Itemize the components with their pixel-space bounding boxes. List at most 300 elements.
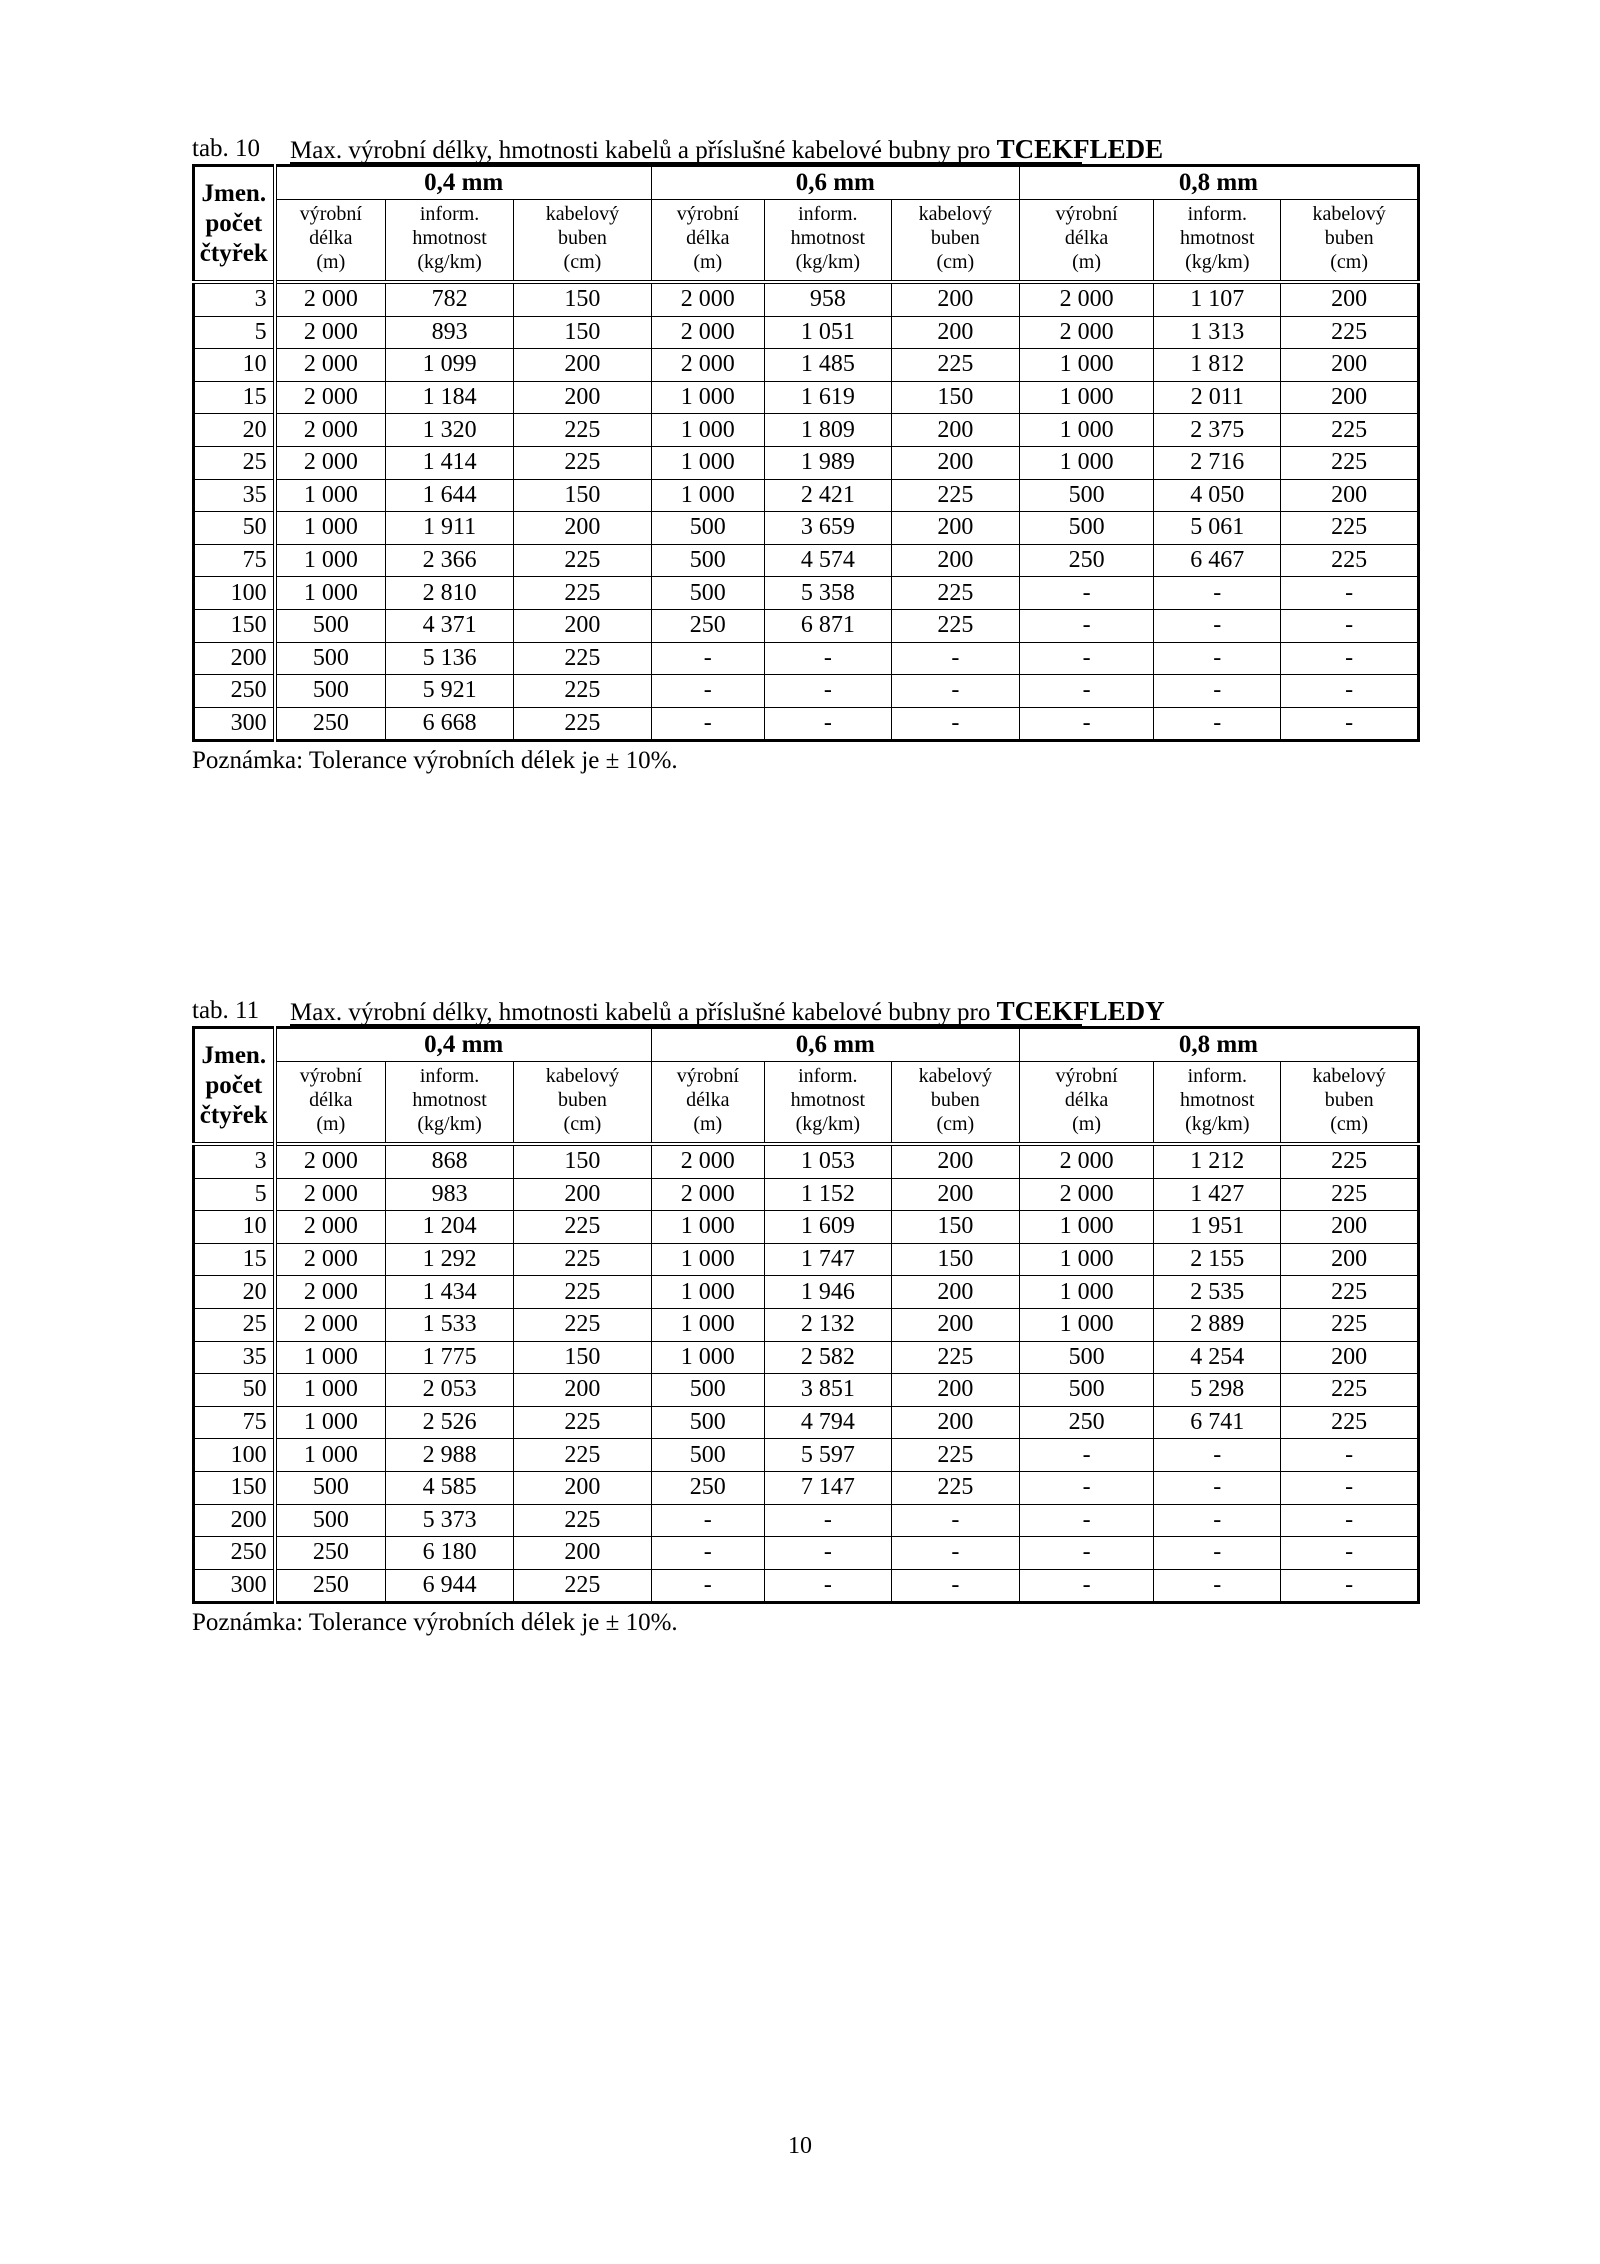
table-cell: 225 xyxy=(514,675,652,708)
table-cell: 2 000 xyxy=(275,381,386,414)
table-cell: - xyxy=(1281,1471,1419,1504)
table-cell: 5 921 xyxy=(386,675,514,708)
table-cell: 2 716 xyxy=(1154,446,1281,479)
table-cell: 2 000 xyxy=(275,414,386,447)
subheader-line: (m) xyxy=(693,251,723,273)
table-cell: 2 366 xyxy=(386,544,514,577)
subheader-line: buben xyxy=(557,227,607,249)
table-cell: 1 000 xyxy=(651,414,764,447)
table-cell: 868 xyxy=(386,1144,514,1178)
table-cell: 500 xyxy=(651,1439,764,1472)
row-header-cell: 25 xyxy=(194,446,275,479)
table-row xyxy=(194,609,1419,642)
header-row-groups xyxy=(194,1028,1419,1062)
table-cell: 200 xyxy=(1281,1211,1419,1244)
table-cell: - xyxy=(764,1569,891,1603)
table-cell: 1 000 xyxy=(651,446,764,479)
row-header-cell: 20 xyxy=(194,414,275,447)
row-header-cell: 15 xyxy=(194,381,275,414)
table-cell: - xyxy=(1019,1439,1153,1472)
row-header-cell: 75 xyxy=(194,544,275,577)
table-cell: 225 xyxy=(1281,446,1419,479)
table-row xyxy=(194,414,1419,447)
subheader-line: hmotnost xyxy=(1180,227,1255,249)
table-cell: 250 xyxy=(651,609,764,642)
table-row xyxy=(194,282,1419,316)
row-header-cell: 150 xyxy=(194,609,275,642)
table-cell: - xyxy=(1154,1569,1281,1603)
row-header-cell: 300 xyxy=(194,1569,275,1603)
table-cell: 1 434 xyxy=(386,1276,514,1309)
table-cell: 2 155 xyxy=(1154,1243,1281,1276)
subheader-line: buben xyxy=(930,227,980,249)
table-cell: 200 xyxy=(514,1471,652,1504)
table-cell: 225 xyxy=(891,1439,1019,1472)
subheader-cell xyxy=(386,200,514,283)
table-cell: 200 xyxy=(514,349,652,382)
subheader-line: (kg/km) xyxy=(795,1113,861,1135)
subheader-cell xyxy=(651,1062,764,1145)
table-cell: - xyxy=(651,642,764,675)
table-cell: 250 xyxy=(651,1471,764,1504)
table-cell: 1 747 xyxy=(764,1243,891,1276)
subheader-line: (kg/km) xyxy=(795,251,861,273)
subheader-line: výrobní xyxy=(299,1065,362,1087)
table-cell: 150 xyxy=(891,1211,1019,1244)
table-cell: - xyxy=(1281,642,1419,675)
table-cell: 2 011 xyxy=(1154,381,1281,414)
table-cell: 1 184 xyxy=(386,381,514,414)
subheader-line: (m) xyxy=(1072,251,1102,273)
subheader-line: (cm) xyxy=(936,251,975,273)
table-cell: - xyxy=(1019,707,1153,741)
table-cell: 200 xyxy=(891,544,1019,577)
table-cell: - xyxy=(1281,1537,1419,1570)
table-cell: 225 xyxy=(891,609,1019,642)
table-cell: - xyxy=(651,707,764,741)
table-cell: 1 000 xyxy=(651,1243,764,1276)
subheader-line: buben xyxy=(1324,1089,1374,1111)
table-cell: 1 000 xyxy=(275,479,386,512)
subheader-line: inform. xyxy=(419,203,480,225)
table-cell: 2 000 xyxy=(275,1144,386,1178)
table-cell: 1 000 xyxy=(651,381,764,414)
subheader-line: výrobní xyxy=(1055,203,1118,225)
table-cell: 1 000 xyxy=(1019,381,1153,414)
table-cell: 983 xyxy=(386,1178,514,1211)
group-header: 0,8 mm xyxy=(1019,166,1418,200)
table-cell: 1 000 xyxy=(275,577,386,610)
table-cell: 6 741 xyxy=(1154,1406,1281,1439)
table-cell: - xyxy=(764,707,891,741)
row-header-cell: 50 xyxy=(194,1374,275,1407)
table-cell: 225 xyxy=(1281,316,1419,349)
row-header-cell: 50 xyxy=(194,512,275,545)
subheader-cell xyxy=(275,200,386,283)
subheader-line: kabelový xyxy=(545,1065,620,1087)
table-cell: 200 xyxy=(891,1406,1019,1439)
row-header-cell: 20 xyxy=(194,1276,275,1309)
table-cell: 1 000 xyxy=(651,1211,764,1244)
table-row xyxy=(194,1243,1419,1276)
table-cell: 782 xyxy=(386,282,514,316)
table-cell: - xyxy=(651,1504,764,1537)
table-cell: 225 xyxy=(1281,414,1419,447)
table-cell: 225 xyxy=(514,414,652,447)
table-cell: 200 xyxy=(514,381,652,414)
table-cell: 6 467 xyxy=(1154,544,1281,577)
subheader-line: buben xyxy=(557,1089,607,1111)
table-cell: 1 152 xyxy=(764,1178,891,1211)
table-title-text: Max. výrobní délky, hmotnosti kabelů a příslušné kabelové bubny pro xyxy=(290,137,991,164)
table-cell: 225 xyxy=(514,1406,652,1439)
table-cell: 200 xyxy=(891,414,1019,447)
corner-header-line: Jmen. xyxy=(201,1041,267,1069)
table-cell: 2 132 xyxy=(764,1308,891,1341)
subheader-line: (m) xyxy=(316,251,346,273)
table-cell: 225 xyxy=(891,1341,1019,1374)
table-cell: 1 313 xyxy=(1154,316,1281,349)
table-cell: 2 000 xyxy=(651,349,764,382)
row-header-cell: 3 xyxy=(194,1144,275,1178)
table-row xyxy=(194,512,1419,545)
subheader-line: kabelový xyxy=(1312,1065,1386,1087)
subheader-line: délka xyxy=(309,1089,353,1111)
table-cell: - xyxy=(891,1537,1019,1570)
subheader-line: buben xyxy=(1324,227,1374,249)
table-cell: 500 xyxy=(1019,1374,1153,1407)
table-cell: 225 xyxy=(891,479,1019,512)
table-cell: 200 xyxy=(1281,1341,1419,1374)
table-cell: 200 xyxy=(891,316,1019,349)
table-cell: 2 375 xyxy=(1154,414,1281,447)
table-cell: 225 xyxy=(514,1276,652,1309)
subheader-line: hmotnost xyxy=(412,227,487,249)
subheader-line: délka xyxy=(309,227,353,249)
table-cell: 225 xyxy=(1281,1374,1419,1407)
table-block-tab10 xyxy=(192,134,1420,776)
subheader-line: (cm) xyxy=(563,251,602,273)
subheader-line: (kg/km) xyxy=(417,1113,482,1135)
table-cell: 150 xyxy=(514,479,652,512)
subheader-line: (cm) xyxy=(563,1113,602,1135)
table-cell: 2 582 xyxy=(764,1341,891,1374)
table-cell: 2 000 xyxy=(275,1243,386,1276)
table-cell: 225 xyxy=(514,1308,652,1341)
table-cell: 150 xyxy=(891,1243,1019,1276)
table-cell: 1 204 xyxy=(386,1211,514,1244)
table-cell: 500 xyxy=(275,609,386,642)
table-row xyxy=(194,544,1419,577)
table-cell: 2 000 xyxy=(1019,1144,1153,1178)
table-row xyxy=(194,479,1419,512)
table-cell: 2 000 xyxy=(275,1178,386,1211)
table-number: tab. 11 xyxy=(192,997,260,1024)
table-cell: - xyxy=(891,642,1019,675)
table-cell: - xyxy=(651,1537,764,1570)
table-cell: 5 597 xyxy=(764,1439,891,1472)
table-cell: 2 810 xyxy=(386,577,514,610)
table-cell: 1 000 xyxy=(1019,414,1153,447)
subheader-line: (kg/km) xyxy=(417,251,482,273)
table-cell: 200 xyxy=(514,609,652,642)
table-cell: 200 xyxy=(514,512,652,545)
row-header-cell: 75 xyxy=(194,1406,275,1439)
table-row xyxy=(194,707,1419,741)
table-cell: 1 000 xyxy=(1019,349,1153,382)
table-cell: 200 xyxy=(891,1308,1019,1341)
group-header: 0,6 mm xyxy=(651,166,1019,200)
table-cell: 200 xyxy=(891,446,1019,479)
table-row xyxy=(194,349,1419,382)
table-cell: 893 xyxy=(386,316,514,349)
subheader-line: inform. xyxy=(798,203,858,225)
corner-header-line: počet xyxy=(205,1071,263,1099)
table-cell: - xyxy=(1281,577,1419,610)
table-cell: 6 180 xyxy=(386,1537,514,1570)
table-cell: 225 xyxy=(514,707,652,741)
row-header-cell: 35 xyxy=(194,1341,275,1374)
table-cell: - xyxy=(1281,1439,1419,1472)
table-cell: 200 xyxy=(514,1178,652,1211)
row-header-cell: 250 xyxy=(194,675,275,708)
subheader-line: (cm) xyxy=(1330,1113,1369,1135)
table-cell: 225 xyxy=(514,544,652,577)
subheader-line: (kg/km) xyxy=(1185,1113,1250,1135)
subheader-cell xyxy=(1019,1062,1153,1145)
subheader-line: hmotnost xyxy=(790,227,866,249)
table-cell: - xyxy=(1019,577,1153,610)
table-row xyxy=(194,1211,1419,1244)
table-cell: - xyxy=(1019,675,1153,708)
table-cell: 1 427 xyxy=(1154,1178,1281,1211)
table-cell: 500 xyxy=(275,675,386,708)
subheader-cell xyxy=(1019,200,1153,283)
table-cell: 1 053 xyxy=(764,1144,891,1178)
table-cell: 1 051 xyxy=(764,316,891,349)
table-caption xyxy=(192,996,1420,1026)
table-cell: 1 812 xyxy=(1154,349,1281,382)
subheader-cell xyxy=(1281,1062,1419,1145)
header-row-subheaders xyxy=(194,200,1419,283)
table-cell: 200 xyxy=(891,512,1019,545)
table-cell: 5 358 xyxy=(764,577,891,610)
table-cell: 2 000 xyxy=(275,349,386,382)
data-table xyxy=(192,1026,1420,1604)
table-cell: - xyxy=(1281,707,1419,741)
table-cell: - xyxy=(651,675,764,708)
subheader-cell xyxy=(891,1062,1019,1145)
subheader-line: hmotnost xyxy=(790,1089,866,1111)
table-cell: 1 485 xyxy=(764,349,891,382)
table-cell: - xyxy=(1019,1569,1153,1603)
table-cell: 4 050 xyxy=(1154,479,1281,512)
table-cell: 225 xyxy=(514,1504,652,1537)
group-header: 0,6 mm xyxy=(651,1028,1019,1062)
table-cell: 150 xyxy=(514,316,652,349)
table-cell: 1 000 xyxy=(1019,446,1153,479)
subheader-line: inform. xyxy=(1187,1065,1247,1087)
table-cell: 225 xyxy=(1281,1308,1419,1341)
table-cell: - xyxy=(1019,609,1153,642)
table-cell: 1 414 xyxy=(386,446,514,479)
row-header-cell: 25 xyxy=(194,1308,275,1341)
table-cell: 2 535 xyxy=(1154,1276,1281,1309)
table-cell: 200 xyxy=(1281,1243,1419,1276)
table-cell: - xyxy=(1154,1537,1281,1570)
table-cell: 225 xyxy=(514,642,652,675)
table-cell: 1 000 xyxy=(275,544,386,577)
table-cell: - xyxy=(1154,642,1281,675)
table-cell: 1 946 xyxy=(764,1276,891,1309)
row-header-cell: 100 xyxy=(194,1439,275,1472)
table-cell: 2 000 xyxy=(651,1144,764,1178)
table-cell: - xyxy=(1019,642,1153,675)
table-cell: - xyxy=(1281,1569,1419,1603)
title-underline xyxy=(290,1024,1082,1026)
table-cell: 1 951 xyxy=(1154,1211,1281,1244)
table-cell: - xyxy=(1281,609,1419,642)
table-cell: 1 292 xyxy=(386,1243,514,1276)
table-cell: 2 000 xyxy=(1019,282,1153,316)
table-cell: 500 xyxy=(1019,1341,1153,1374)
table-cell: 2 988 xyxy=(386,1439,514,1472)
row-header-cell: 200 xyxy=(194,642,275,675)
table-row xyxy=(194,1144,1419,1178)
table-cell: 1 000 xyxy=(275,512,386,545)
table-cell: 200 xyxy=(514,1537,652,1570)
table-cell: - xyxy=(764,642,891,675)
table-cell: 3 851 xyxy=(764,1374,891,1407)
table-cell: 6 668 xyxy=(386,707,514,741)
table-row xyxy=(194,1504,1419,1537)
table-cell: 150 xyxy=(514,282,652,316)
table-row xyxy=(194,642,1419,675)
row-header-cell: 3 xyxy=(194,282,275,316)
subheader-line: (cm) xyxy=(936,1113,975,1135)
corner-header-line: Jmen. xyxy=(201,179,267,207)
table-cell: 3 659 xyxy=(764,512,891,545)
corner-header-line: počet xyxy=(205,209,263,237)
table-cell: 250 xyxy=(275,1569,386,1603)
subheader-cell xyxy=(1154,1062,1281,1145)
row-header-cell: 100 xyxy=(194,577,275,610)
table-title-product: TCEKFLEDE xyxy=(996,134,1164,164)
table-row xyxy=(194,1537,1419,1570)
table-row xyxy=(194,1406,1419,1439)
table-cell: 225 xyxy=(1281,1406,1419,1439)
table-cell: 500 xyxy=(651,512,764,545)
table-cell: 500 xyxy=(1019,479,1153,512)
table-title-text: Max. výrobní délky, hmotnosti kabelů a příslušné kabelové bubny pro xyxy=(290,999,991,1026)
subheader-line: výrobní xyxy=(1055,1065,1118,1087)
table-cell: - xyxy=(1019,1471,1153,1504)
table-cell: 958 xyxy=(764,282,891,316)
table-cell: - xyxy=(764,1537,891,1570)
table-cell: 2 053 xyxy=(386,1374,514,1407)
table-cell: 5 136 xyxy=(386,642,514,675)
table-cell: 200 xyxy=(891,1374,1019,1407)
table-cell: 7 147 xyxy=(764,1471,891,1504)
table-row xyxy=(194,1374,1419,1407)
table-cell: 2 000 xyxy=(275,1308,386,1341)
subheader-line: kabelový xyxy=(1312,203,1386,225)
table-cell: - xyxy=(1019,1504,1153,1537)
table-cell: 4 371 xyxy=(386,609,514,642)
table-cell: 225 xyxy=(1281,1276,1419,1309)
row-header-cell: 15 xyxy=(194,1243,275,1276)
table-caption xyxy=(192,134,1420,164)
table-row xyxy=(194,1341,1419,1374)
table-cell: 1 775 xyxy=(386,1341,514,1374)
table-row xyxy=(194,1439,1419,1472)
subheader-line: délka xyxy=(686,227,730,249)
table-cell: 225 xyxy=(514,577,652,610)
table-cell: - xyxy=(1019,1537,1153,1570)
table-cell: 200 xyxy=(891,282,1019,316)
subheader-cell xyxy=(514,1062,652,1145)
table-cell: 2 000 xyxy=(651,1178,764,1211)
table-cell: - xyxy=(1154,577,1281,610)
subheader-line: inform. xyxy=(798,1065,858,1087)
table-cell: 1 000 xyxy=(275,1374,386,1407)
table-cell: 4 794 xyxy=(764,1406,891,1439)
table-cell: 200 xyxy=(891,1178,1019,1211)
subheader-cell xyxy=(891,200,1019,283)
table-cell: - xyxy=(764,675,891,708)
table-cell: 1 107 xyxy=(1154,282,1281,316)
title-underline xyxy=(290,162,1082,164)
table-cell: 1 609 xyxy=(764,1211,891,1244)
table-cell: 2 000 xyxy=(275,316,386,349)
table-cell: 225 xyxy=(891,577,1019,610)
table-cell: - xyxy=(1154,707,1281,741)
table-cell: 1 000 xyxy=(275,1341,386,1374)
row-header-cell: 10 xyxy=(194,1211,275,1244)
row-header-cell: 5 xyxy=(194,316,275,349)
row-header-cell: 35 xyxy=(194,479,275,512)
table-cell: - xyxy=(891,1504,1019,1537)
table-cell: 1 099 xyxy=(386,349,514,382)
row-header-cell: 150 xyxy=(194,1471,275,1504)
table-cell: 250 xyxy=(1019,544,1153,577)
subheader-line: (m) xyxy=(316,1113,346,1135)
subheader-line: buben xyxy=(930,1089,980,1111)
table-cell: 150 xyxy=(891,381,1019,414)
subheader-cell xyxy=(514,200,652,283)
table-cell: 200 xyxy=(891,1144,1019,1178)
table-cell: 1 619 xyxy=(764,381,891,414)
table-cell: 2 000 xyxy=(651,282,764,316)
table-cell: - xyxy=(891,675,1019,708)
table-cell: 1 911 xyxy=(386,512,514,545)
table-cell: 225 xyxy=(891,349,1019,382)
subheader-line: hmotnost xyxy=(412,1089,487,1111)
table-cell: 1 000 xyxy=(1019,1276,1153,1309)
table-row xyxy=(194,446,1419,479)
corner-header xyxy=(194,1028,275,1145)
subheader-line: (m) xyxy=(1072,1113,1102,1135)
table-cell: 5 061 xyxy=(1154,512,1281,545)
row-header-cell: 300 xyxy=(194,707,275,741)
table-cell: 500 xyxy=(651,544,764,577)
table-cell: 2 000 xyxy=(275,1211,386,1244)
table-cell: 1 000 xyxy=(1019,1211,1153,1244)
subheader-line: (cm) xyxy=(1330,251,1369,273)
table-cell: 200 xyxy=(1281,282,1419,316)
table-cell: 225 xyxy=(1281,1178,1419,1211)
table-cell: 1 809 xyxy=(764,414,891,447)
